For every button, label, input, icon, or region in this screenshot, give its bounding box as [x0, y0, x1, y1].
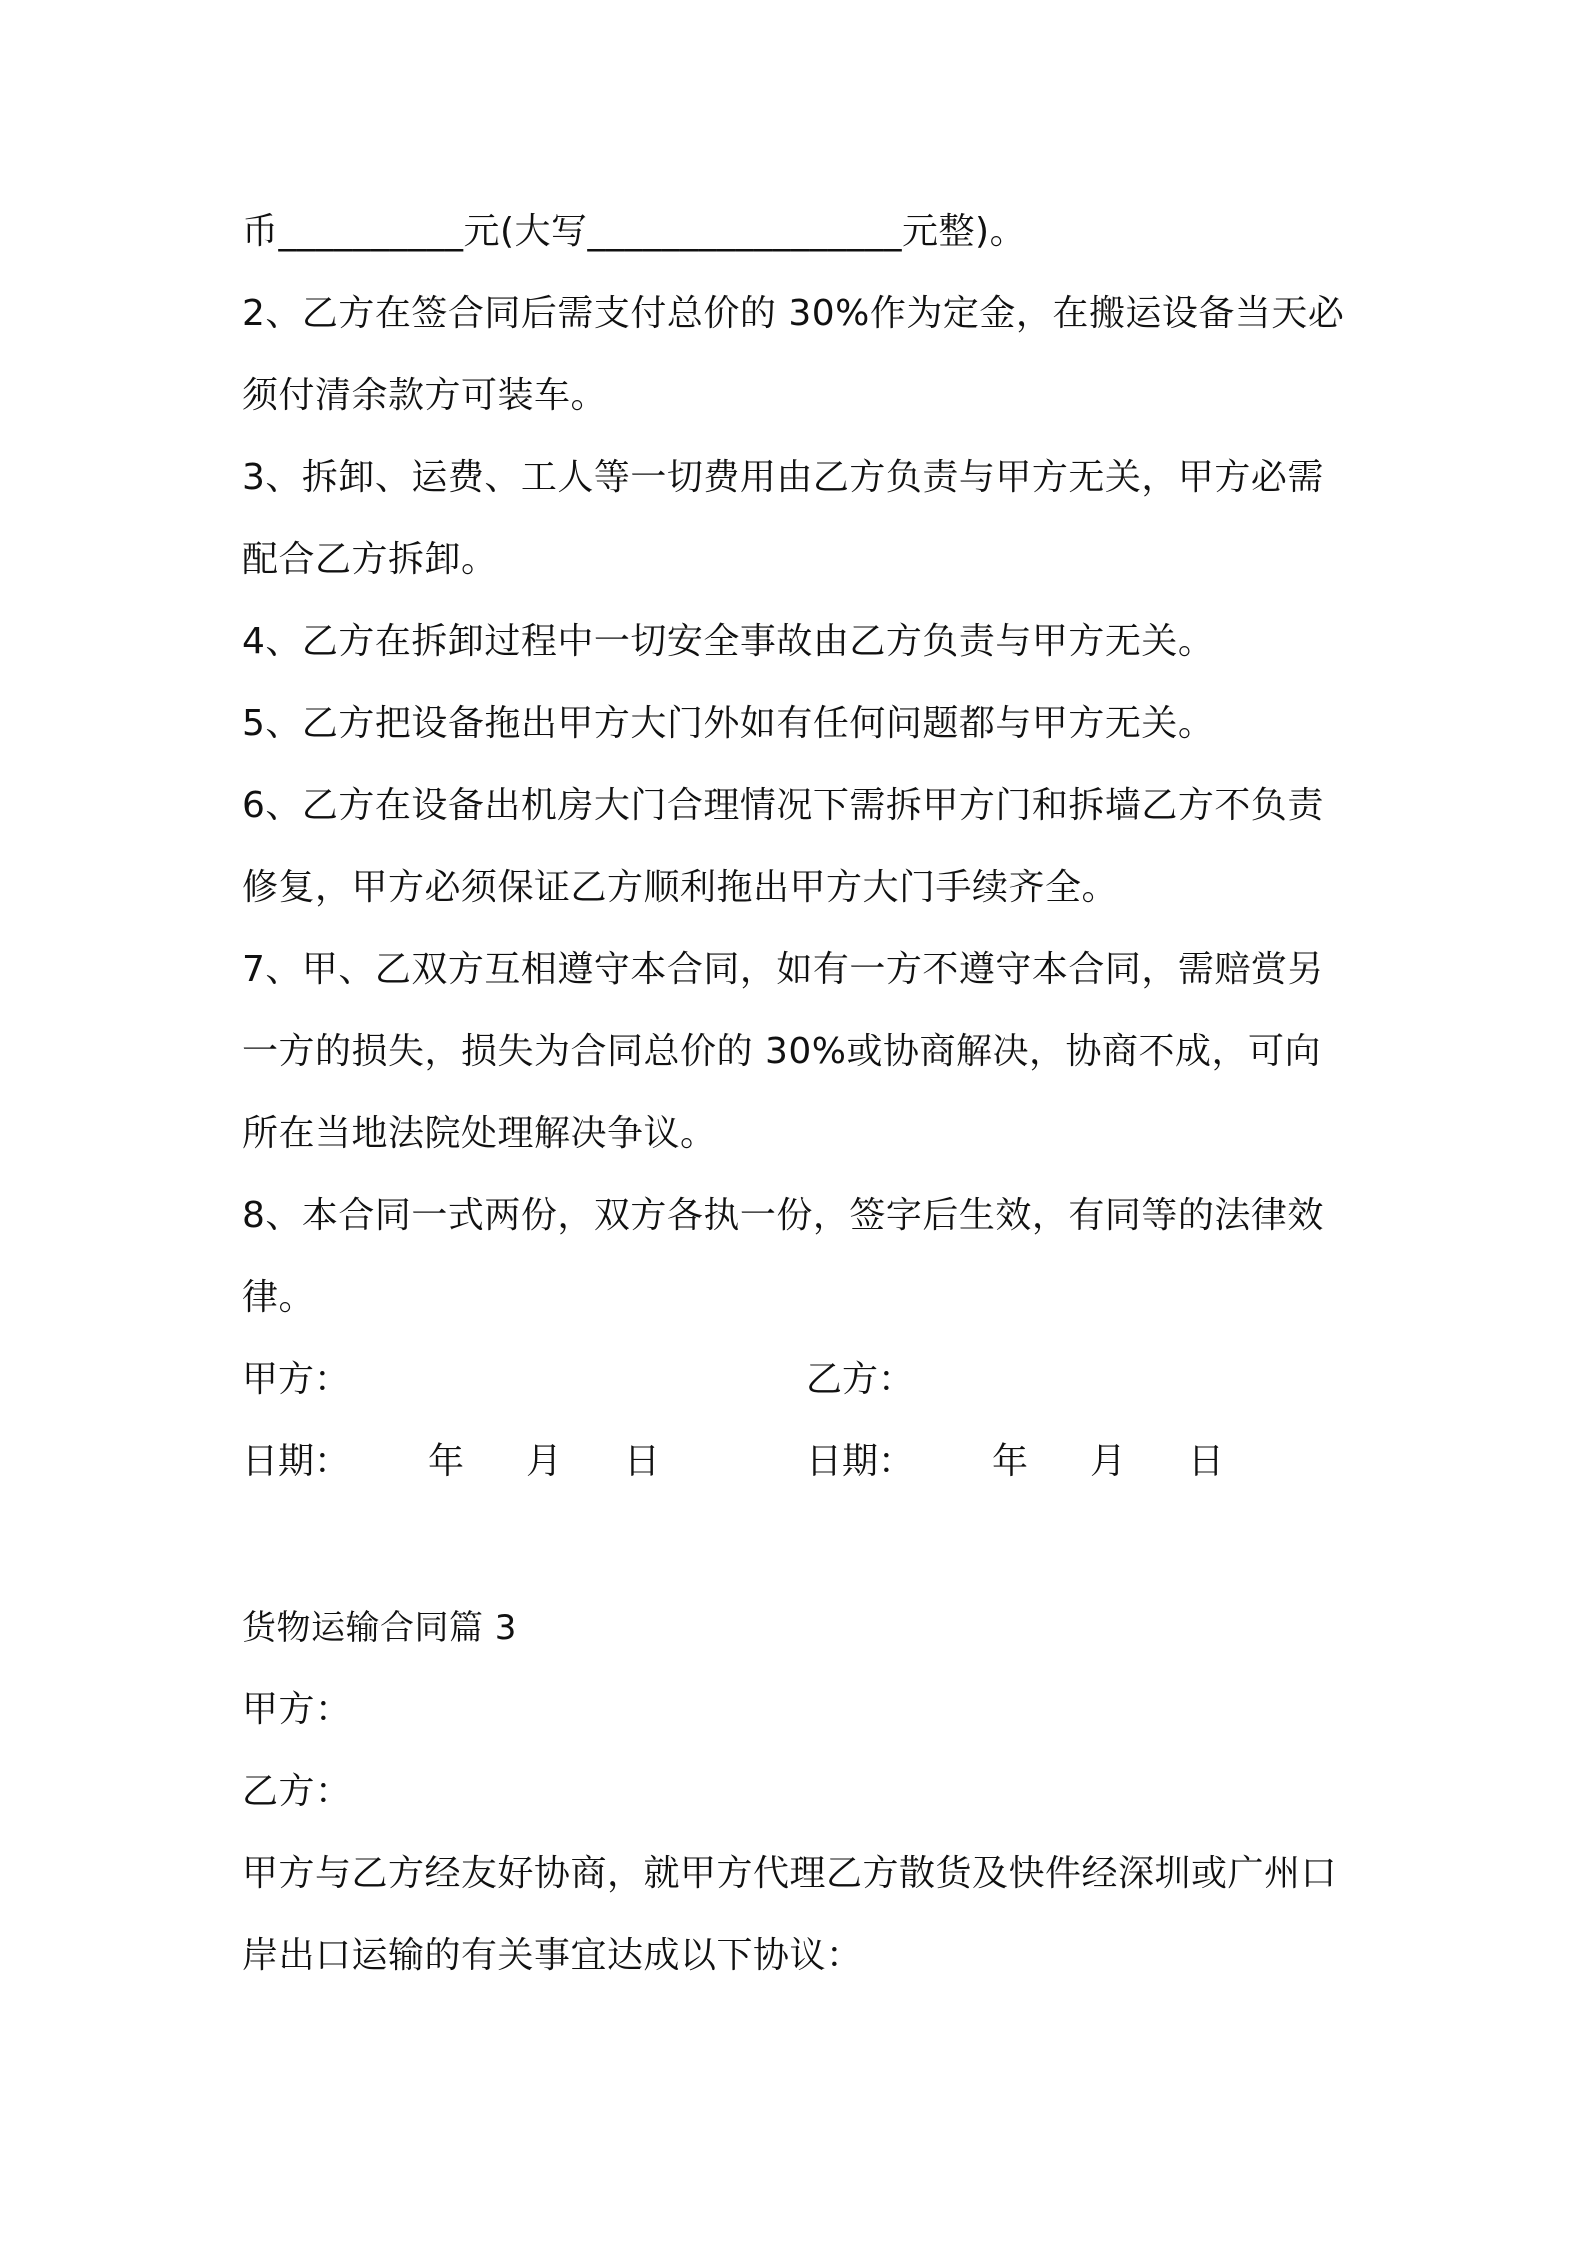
section-title: 货物运输合同篇 3	[242, 1608, 517, 1648]
clause-7-line-1: 7、甲、乙双方互相遵守本合同，如有一方不遵守本合同，需赔赏另	[242, 949, 1324, 990]
clause-6-line-2: 修复，甲方必须保证乙方顺利拖出甲方大门手续齐全。	[242, 867, 1119, 908]
clause-3-line-1: 3、拆卸、运费、工人等一切费用由乙方负责与甲方无关，甲方必需	[242, 457, 1324, 498]
section-intro-line-2: 岸出口运输的有关事宜达成以下协议：	[242, 1935, 863, 1976]
day-label: 日	[624, 1441, 661, 1482]
year-label: 年	[992, 1441, 1029, 1482]
date-label: 日期：	[806, 1441, 915, 1482]
date-label: 日期：	[242, 1441, 351, 1482]
clause-7-line-3: 所在当地法院处理解决争议。	[242, 1113, 717, 1154]
clause-3-line-2: 配合乙方拆卸。	[242, 539, 498, 580]
clause-7-line-2: 一方的损失，损失为合同总价的 30%或协商解决，协商不成，可向	[242, 1031, 1321, 1072]
clause-4: 4、乙方在拆卸过程中一切安全事故由乙方负责与甲方无关。	[242, 621, 1215, 662]
party-b-signature-label: 乙方：	[806, 1359, 915, 1400]
clause-8-line-1: 8、本合同一式两份，双方各执一份，签字后生效，有同等的法律效	[242, 1195, 1324, 1236]
party-b-date-row	[806, 1438, 1224, 1486]
month-label: 月	[526, 1441, 563, 1482]
party-a-signature-label: 甲方：	[242, 1359, 351, 1400]
section-intro-line-1: 甲方与乙方经友好协商，就甲方代理乙方散货及快件经深圳或广州口	[242, 1853, 1338, 1894]
clause-8-line-2: 律。	[242, 1277, 316, 1318]
clause-2-line-1: 2、乙方在签合同后需支付总价的 30%作为定金，在搬运设备当天必	[242, 293, 1345, 334]
clause-2-line-2: 须付清余款方可装车。	[242, 375, 608, 416]
month-label: 月	[1090, 1441, 1127, 1482]
section-party-a-label: 甲方：	[242, 1689, 352, 1730]
party-a-date-row	[242, 1438, 660, 1486]
day-label: 日	[1188, 1441, 1225, 1482]
year-label: 年	[428, 1441, 465, 1482]
clause-5: 5、乙方把设备拖出甲方大门外如有任何问题都与甲方无关。	[242, 703, 1215, 744]
section-party-b-label: 乙方：	[242, 1771, 352, 1812]
payment-amount-line: 币__________元(大写_________________元整)。	[242, 211, 1027, 252]
clause-6-line-1: 6、乙方在设备出机房大门合理情况下需拆甲方门和拆墙乙方不负责	[242, 785, 1324, 826]
